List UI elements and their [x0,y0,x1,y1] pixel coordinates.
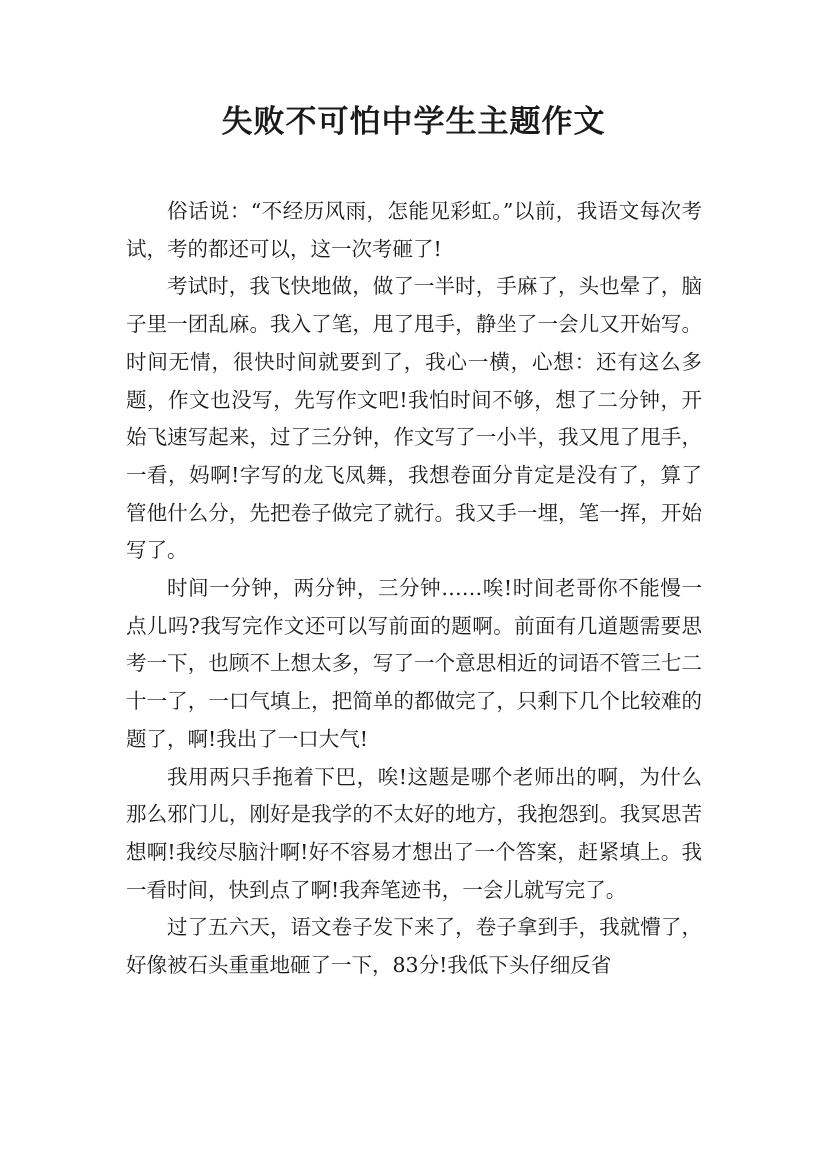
paragraph-4: 我用两只手拖着下巴，唉!这题是哪个老师出的啊，为什么那么邪门儿，刚好是我学的不太好的地方，我抱怨到。我冥思苦想啊!我绞尽脑汁啊!好不容易才想出了一个答案，赶紧填上。我一看时间，快到点了啊!我奔笔迹书，一会儿就写完了。 [126,764,702,902]
essay-body [126,193,702,985]
paragraph-1: 俗话说：“不经历风雨，怎能见彩虹。”以前，我语文每次考试，考的都还可以，这一次考砸了! [126,199,702,261]
essay-title: 失败不可怕中学生主题作文 [221,104,606,140]
paragraph-5: 过了五六天，语文卷子发下来了，卷子拿到手，我就懵了，好像被石头重重地砸了一下，83分!我低下头仔细反省 [126,915,702,978]
paragraph-2: 考试时，我飞快地做，做了一半时，手麻了，头也晕了，脑子里一团乱麻。我入了笔，甩了甩手，静坐了一会儿又开始写。时间无情，很快时间就要到了，我心一横，心想：还有这么多题，作文也没写，先写作文吧!我怕时间不够，想了二分钟，开始飞速写起来，过了三分钟，作文写了一小半，我又甩了甩手，一看，妈啊!字写的龙飞凤舞，我想卷面分肯定是没有了，算了管他什么分，先把卷子做完了就行。我又手一埋，笔一挥，开始写了。 [126,274,702,563]
paragraph-3: 时间一分钟，两分钟，三分钟……唉!时间老哥你不能慢一点儿吗?我写完作文还可以写前面的题啊。前面有几道题需要思考一下，也顾不上想太多，写了一个意思相近的词语不管三七二十一了，一口气填上，把简单的都做完了，只剩下几个比较难的题了，啊!我出了一口大气! [126,576,702,751]
